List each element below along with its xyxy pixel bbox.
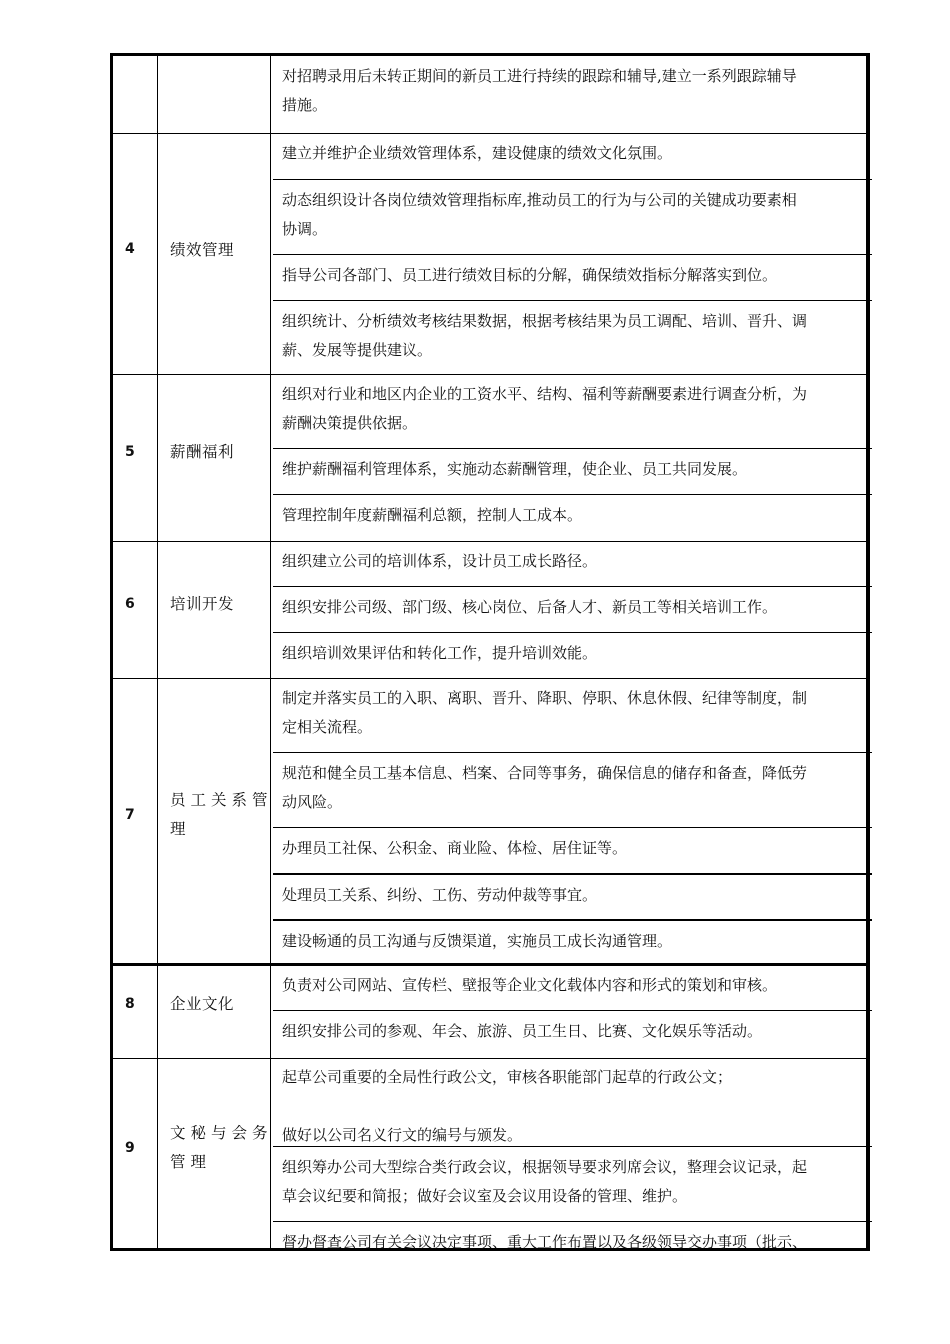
duty-item: 组织建立公司的培训体系，设计员工成长路径。 (282, 552, 598, 570)
duty-item: 指导公司各部门、员工进行绩效目标的分解，确保绩效指标分解落实到位。 (273, 254, 872, 300)
duty-item: 负责对公司网站、宣传栏、壁报等企业文化载体内容和形式的策划和审核。 (282, 976, 778, 994)
duty-item: 组织安排公司的参观、年会、旅游、员工生日、比赛、文化娱乐等活动。 (273, 1010, 872, 1056)
table-row (113, 678, 866, 966)
duty-item: 规范和健全员工基本信息、档案、合同等事务，确保信息的储存和备查，降低劳 动风险。 (273, 752, 872, 827)
row-category: 绩效管理 (170, 241, 235, 259)
row-number: 4 (125, 241, 135, 257)
table-row (113, 541, 866, 679)
row-category: 员工关系管 理 (170, 791, 273, 838)
duty-item: 建立并维护企业绩效管理体系，建设健康的绩效文化氛围。 (282, 144, 673, 162)
duty-item: 组织筹办公司大型综合类行政会议，根据领导要求列席会议，整理会议记录，起 草会议纪要和简报；做好会议室及会议用设备的管理、维护。 (273, 1146, 872, 1221)
duty-item: 组织安排公司级、部门级、核心岗位、后备人才、新员工等相关培训工作。 (273, 586, 872, 632)
duty-item: 组织对行业和地区内企业的工资水平、结构、福利等薪酬要素进行调查分析，为 薪酬决策提供依据。 (282, 385, 808, 432)
duty-item: 督办督查公司有关会议决定事项、重大工作布置以及各级领导交办事项（批示、 (273, 1221, 872, 1251)
duty-item: 建设畅通的员工沟通与反馈渠道，实施员工成长沟通管理。 (273, 919, 872, 965)
duty-item: 对招聘录用后未转正期间的新员工进行持续的跟踪和辅导,建立一系列跟踪辅导 措施。 (282, 67, 797, 114)
row-category: 文秘与会务 管理 (170, 1124, 273, 1171)
row-number: 7 (125, 807, 135, 823)
row-number: 6 (125, 596, 135, 612)
duty-item: 管理控制年度薪酬福利总额，控制人工成本。 (273, 494, 872, 541)
table-row (113, 1057, 866, 1251)
duty-item: 制定并落实员工的入职、离职、晋升、降职、停职、休息休假、纪律等制度，制 定相关流程。 (282, 689, 808, 736)
duty-item: 组织培训效果评估和转化工作，提升培训效能。 (273, 632, 872, 678)
duty-item: 组织统计、分析绩效考核结果数据，根据考核结果为员工调配、培训、晋升、调 薪、发展等提供建议。 (273, 300, 872, 374)
table-row (113, 963, 866, 1059)
table-row (113, 56, 866, 134)
duty-item: 起草公司重要的全局性行政公文，审核各职能部门起草的行政公文； 做好以公司名义行文的编号与颁发。 (282, 1068, 733, 1144)
table-row (113, 133, 866, 375)
duty-item: 动态组织设计各岗位绩效管理指标库,推动员工的行为与公司的关键成功要素相 协调。 (273, 179, 872, 254)
row-category: 企业文化 (170, 995, 235, 1013)
row-number: 8 (125, 996, 135, 1012)
duty-item: 处理员工关系、纠纷、工伤、劳动仲裁等事宜。 (273, 873, 872, 919)
responsibility-table (110, 53, 870, 1251)
row-category: 培训开发 (170, 595, 235, 613)
table-row (113, 374, 866, 542)
row-number: 5 (125, 444, 135, 460)
duty-item: 办理员工社保、公积金、商业险、体检、居住证等。 (273, 827, 872, 873)
duty-item: 维护薪酬福利管理体系，实施动态薪酬管理，使企业、员工共同发展。 (273, 448, 872, 494)
row-number: 9 (125, 1140, 135, 1156)
row-category: 薪酬福利 (170, 443, 235, 461)
